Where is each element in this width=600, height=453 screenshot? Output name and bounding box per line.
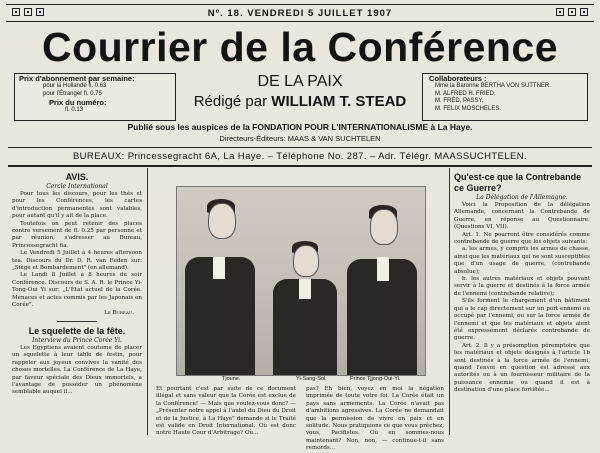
collaborator-name: M. FELIX MOSCHELES. — [435, 105, 502, 112]
ornament-icon — [580, 8, 588, 16]
paragraph: b. les autres matériaux et objets pouvant servir à la guerre et destinés à la force armée de l'ennemi (contrebande relative); — [454, 276, 590, 297]
issue-line — [6, 4, 594, 22]
paragraph: Art. 1. Ne pourront être considérés comme contrebande de guerre que les objets suivants: — [454, 231, 590, 246]
auspices-line: Publié sous les auspices de la FONDATION POUR L'INTERNATIONALISME à La Haye. — [127, 122, 473, 132]
paragraph: Pour tous les discours, pour les thés et pour les Conférences, les cartes d'introduction permanentes sont valables, pour autant qu'il y ait de la place. — [12, 191, 142, 220]
editor-name: WILLIAM T. STEAD — [271, 93, 407, 110]
collaborator-name: M. FRÉD. PASSY, — [435, 98, 484, 104]
person-figure — [183, 195, 257, 375]
masthead-title: Courrier de la Conférence — [41, 24, 559, 70]
paragraph: Toutefois on peut retenir des places contre versement de fl. 0.25 par personne et par réunion; s'adresser au Bureau, Princessegracht 6a. — [12, 220, 142, 249]
contraband-heading: Qu'est-ce que la Contrebande ce Guerre? — [454, 172, 582, 193]
person-figure — [269, 225, 341, 375]
article-continued-left: Et pourtant c'est par suite de ce document illégal et sans valeur que la Corée est exclue de la Conférence! — Mais que voulez-vous donc? — „Présenter notre appel à l'autel du Dieu du Droit et de la Justice, à La Haye" demande si le Traité est valide en Droit International. Où est donc notre Haute Cour d'Arbitrage? Où... — [156, 386, 296, 437]
signature: Le Bureau. — [104, 309, 134, 316]
article-continued-right: pas? Eh bien, voyez en moi la négation imprimée de toute votre foi. La Corée était un pays sans armements. La Corée n'avait pas d'ambitions agressives. La Corée ne demandait que la permission de vivre en paix et en solitude. Nous pratiquions ce que vous prêchez, vous, Pacifistes. Où en sommes-nous maintenant? Non, non, — continue-t-il sans remords... — [306, 386, 444, 452]
column-divider — [147, 168, 148, 435]
paragraph: Le Landi 8 Juillet à 8 heures du soir Conférence. Discours de S. A. R. le Prince Yi-Tong-Oui Yi sur: „L'État actuel de la Corée. Menaces et actes commis par les Japonais en Corée". — [12, 272, 142, 309]
photo-caption: Yi-Sang-Sol. — [296, 376, 327, 382]
paragraph: S'ils forment le chargement d'un bâtiment qui a le cap directement sur un port ennemi ou occupé par l'ennemi, ou sur la force armée de l'ennemi et que les matériaux et objets aient été expressément déclarés contrebande de guerre. — [454, 298, 590, 342]
photo-caption: Tjoune. — [222, 376, 241, 382]
avis-heading: AVIS. — [65, 172, 89, 182]
column-right — [454, 172, 590, 395]
article-subheading: Interview du Prince Corée Yi. — [32, 336, 122, 344]
collaborator-name: M. ALFRED H. FRIED, — [435, 90, 496, 97]
contraband-subheading: La Délégation de l'Allemagne. — [476, 194, 568, 201]
collaborators-box — [422, 73, 588, 121]
paragraph: Le Vendredi 5 Juillet à 4 heures aftersoon tea. Discours du Dr. D. R. van Eeden sur: „Siège et Bombardement" (en allemand). — [12, 250, 142, 272]
subscription-title: Prix d'abonnement par semaine: — [19, 74, 135, 83]
ornament-icon — [556, 8, 564, 16]
issue-number-date: Nº. 18. VENDREDI 5 JUILLET 1907 — [207, 7, 393, 19]
section-rule — [57, 321, 97, 322]
paragraph: Voici la Proposition de la délégation Allemande, concernant la Contrebande de Guerre, en réponse au Questionnaire: (Questions VI, VII). — [454, 202, 590, 231]
paragraph: a. les armes, y compris les armes de chasse, ainsi que les matériaux qui ne sont susceptibles que d'un usage de guerre, (contrebande absolue); — [454, 246, 590, 275]
directors-line: Directeurs-Éditeurs: MAAS & VAN SUCHTELEN — [219, 134, 381, 143]
collaborator-name: Mme la Baronne BERTHA VON SUTTNER. — [435, 83, 551, 89]
avis-subheading: Cercle International — [46, 183, 108, 190]
person-figure — [343, 199, 419, 375]
ornament-icon — [24, 8, 32, 16]
delegates-photo — [176, 186, 426, 376]
paragraph: Art. 2. Il y a présomption péremptoire que les matériaux et objets désignés à l'article 1b sont destinés à la force armée de l'ennemi, quand l'envoi en question est adressé aux autorités ou à un fournisseur militaire de la puissance ennemie ou quand il est à destination d'une place fortifiée... — [454, 342, 590, 394]
ornament-icon — [12, 8, 20, 16]
bureaux-line: BUREAUX: Princessegracht 6A, La Haye. – Téléphone No. 287. – Adr. Télégr. MAASSUCHTELEN. — [8, 147, 592, 167]
ornament-icon — [568, 8, 576, 16]
subscription-line: pour la Hollande fl. 0.63 — [43, 83, 107, 89]
number-price: fl. 0.13 — [65, 107, 84, 113]
column-divider — [449, 168, 450, 435]
subscription-line: pour l'Étranger fl. 0.75 — [43, 90, 102, 97]
masthead-subtitle: DE LA PAIX — [257, 73, 343, 90]
editor-prefix: Rédigé par — [193, 93, 268, 110]
photo-caption: Prince Tjjong-Oui-Yi. — [350, 376, 401, 382]
ornament-icon — [36, 8, 44, 16]
paragraph: Les Egyptiens avaient coutume de placer un squelette à leur table de festin, pour rappeler aux joyeux convives la vanité des choses mortelles. La Conférence de La Haye, par faveur spéciale des Dieux immortels, a l'avantage de posséder un phénomène semblable auquel il... — [12, 344, 142, 396]
article-heading: Le squelette de la fête. — [28, 325, 126, 336]
collaborators-title: Collaborateurs : — [429, 74, 487, 83]
column-left — [12, 172, 142, 397]
number-price-title: Prix du numéro: — [49, 98, 107, 107]
